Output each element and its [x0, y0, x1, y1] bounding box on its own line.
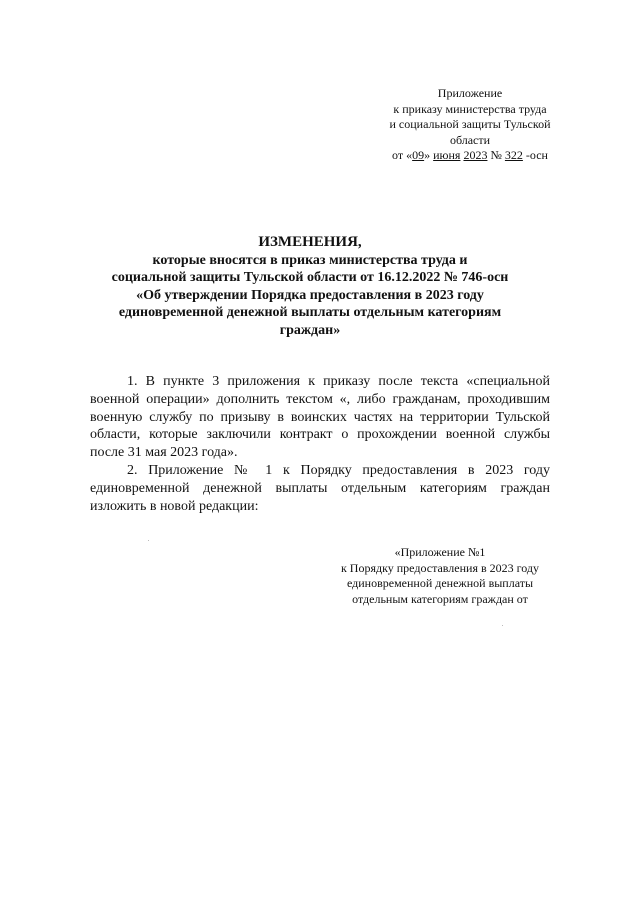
date-month: июня [433, 148, 461, 162]
scan-speck [502, 625, 503, 626]
appendix2-line-4: отдельным категориям граждан от [352, 591, 528, 606]
date-day: 09 [412, 148, 425, 162]
paragraph-1: 1. В пункте 3 приложения к приказу после текста «специальной военной операции» дополнить текстом «, либо гражданам, проходившим военную службу по призыву в воинских частях на территории Тульской области, которые заключили контракт о прохождении военной службы после 31 мая 2023 года». [90, 374, 550, 461]
title-line-6: граждан» [279, 322, 341, 338]
document-title [100, 234, 520, 339]
title-line-3: социальной защиты Тульской области от 16.12.2022 № 746-осн [111, 270, 509, 285]
date-year: 2023 [463, 148, 488, 162]
paragraph-2: 2. Приложение № 1 к Порядку предоставления в 2023 году единовременной денежной выплаты отдельным категориям граждан изложить в новой редакции: [90, 462, 550, 514]
document-body [90, 373, 550, 515]
scan-speck [148, 540, 149, 541]
date-separator: » [424, 148, 434, 162]
appendix-line-4: области [449, 132, 491, 147]
appendix-line-2: к приказу министерства труда [393, 101, 547, 116]
order-suffix: -осн [522, 148, 548, 162]
title-line-2: которые вносятся в приказ министерства труда и [152, 252, 468, 268]
appendix-line-3: и социальной защиты Тульской [389, 117, 551, 131]
date-prefix: от « [392, 148, 413, 162]
appendix-line-1: Приложение [437, 86, 503, 100]
order-number: 322 [504, 148, 523, 162]
appendix-1-header [320, 545, 560, 607]
title-line-5: единовременной денежной выплаты отдельным категориям [118, 305, 502, 320]
number-prefix: № [487, 148, 505, 162]
title-line-4: «Об утверждении Порядка предоставления в 2023 году [136, 287, 484, 303]
appendix2-line-2: к Порядку предоставления в 2023 году [340, 560, 540, 575]
appendix2-line-1: «Приложение №1 [394, 545, 486, 559]
appendix-date-line [360, 148, 580, 164]
title-main: ИЗМЕНЕНИЯ, [258, 234, 362, 250]
appendix2-line-3: единовременной денежной выплаты [346, 576, 534, 590]
appendix-header [360, 86, 580, 164]
